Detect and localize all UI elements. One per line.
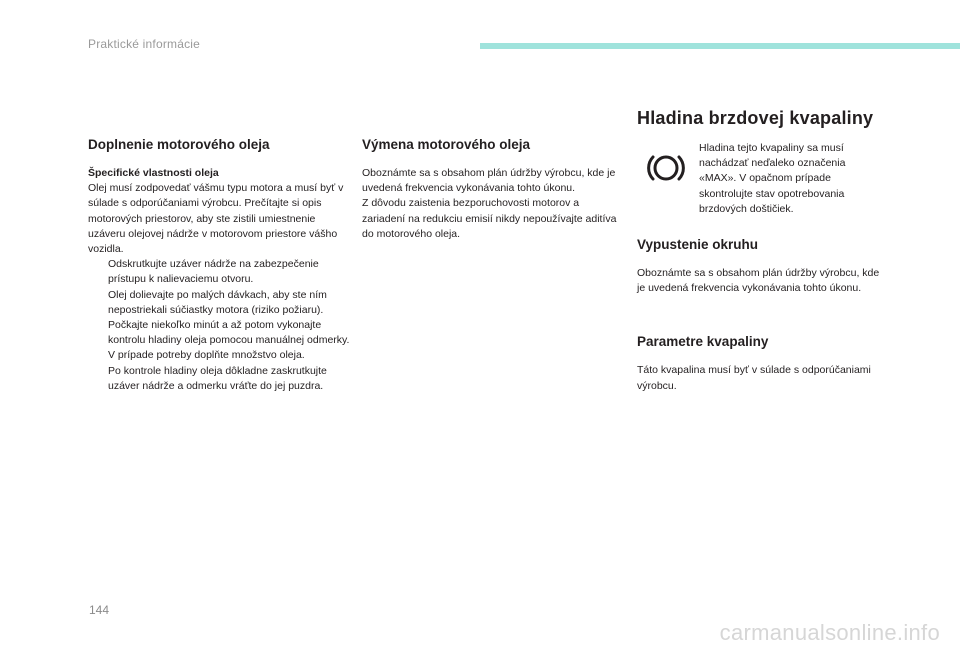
brake-warning-icon bbox=[645, 147, 687, 189]
list-item-text: Odskrutkujte uzáver nádrže na zabezpečenie prístupu k nalievaciemu otvoru. bbox=[108, 258, 319, 286]
heading-oil-change: Výmena motorového oleja bbox=[362, 137, 531, 152]
list-item-text: Olej dolievajte po malých dávkach, aby ste ním nepostriekali súčiastky motora (riziko požiaru). bbox=[108, 288, 327, 316]
section-circuit-drain bbox=[637, 237, 887, 296]
section-title: Praktické informácie bbox=[88, 37, 201, 51]
subheading-oil-specs: Špecifické vlastnosti oleja bbox=[88, 167, 219, 179]
paragraph-fluid-specs: Táto kvapalina musí byť v súlade s odporúčaniami výrobcu. bbox=[637, 364, 871, 392]
section-fluid-specs bbox=[637, 334, 887, 393]
paragraph-circuit-drain: Oboznámte sa s obsahom plán údržby výrobcu, kde je uvedená frekvencia vykonávania tohto úkonu. bbox=[637, 267, 880, 295]
list-item bbox=[88, 348, 350, 363]
list-item bbox=[88, 364, 350, 394]
heading-fluid-specs: Parametre kvapaliny bbox=[637, 334, 769, 350]
list-item-text: V prípade potreby doplňte množstvo oleja. bbox=[108, 349, 305, 362]
brake-fluid-intro bbox=[637, 141, 887, 217]
column-oil-topup bbox=[88, 137, 350, 394]
list-item-text: Počkajte niekoľko minút a až potom vykonajte kontrolu hladiny oleja pomocou manuálnej odmerky. bbox=[108, 319, 350, 347]
list-item bbox=[88, 318, 350, 348]
paragraph-oil-change-2: Z dôvodu zaistenia bezporuchovosti motorov a zariadení na redukciu emisií nikdy nepoužívajte aditíva do motorového oleja. bbox=[362, 197, 617, 240]
heading-oil-topup: Doplnenie motorového oleja bbox=[88, 137, 270, 152]
watermark: carmanualsonline.info bbox=[719, 620, 940, 645]
list-item bbox=[88, 257, 350, 287]
column-oil-change bbox=[362, 137, 624, 242]
column-brake-fluid bbox=[637, 108, 887, 394]
page-number: 144 bbox=[89, 603, 110, 617]
oil-topup-steps bbox=[88, 257, 350, 394]
paragraph-oil-change-1: Oboznámte sa s obsahom plán údržby výrobcu, kde je uvedená frekvencia vykonávania tohto úkonu. bbox=[362, 167, 616, 195]
list-item bbox=[88, 288, 350, 318]
heading-brake-fluid: Hladina brzdovej kvapaliny bbox=[637, 108, 874, 128]
heading-circuit-drain: Vypustenie okruhu bbox=[637, 237, 759, 253]
header-accent-bar bbox=[480, 43, 960, 49]
list-item-text: Po kontrole hladiny oleja dôkladne zaskrutkujte uzáver nádrže a odmerku vráťte do jej puzdra. bbox=[108, 364, 327, 392]
paragraph-brake-level: Hladina tejto kvapaliny sa musí nachádzať neďaleko označenia «MAX». V opačnom prípade skontrolujte stav opotrebovania brzdových doštičiek. bbox=[699, 142, 846, 215]
paragraph-oil-specs: Olej musí zodpovedať vášmu typu motora a musí byť v súlade s odporúčaniami výrobcu. Prečítajte si opis motorových priestorov, aby ste zistili umiestnenie uzáveru olejovej nádrže v motorovom priestore vášho vozidla. bbox=[88, 182, 344, 256]
